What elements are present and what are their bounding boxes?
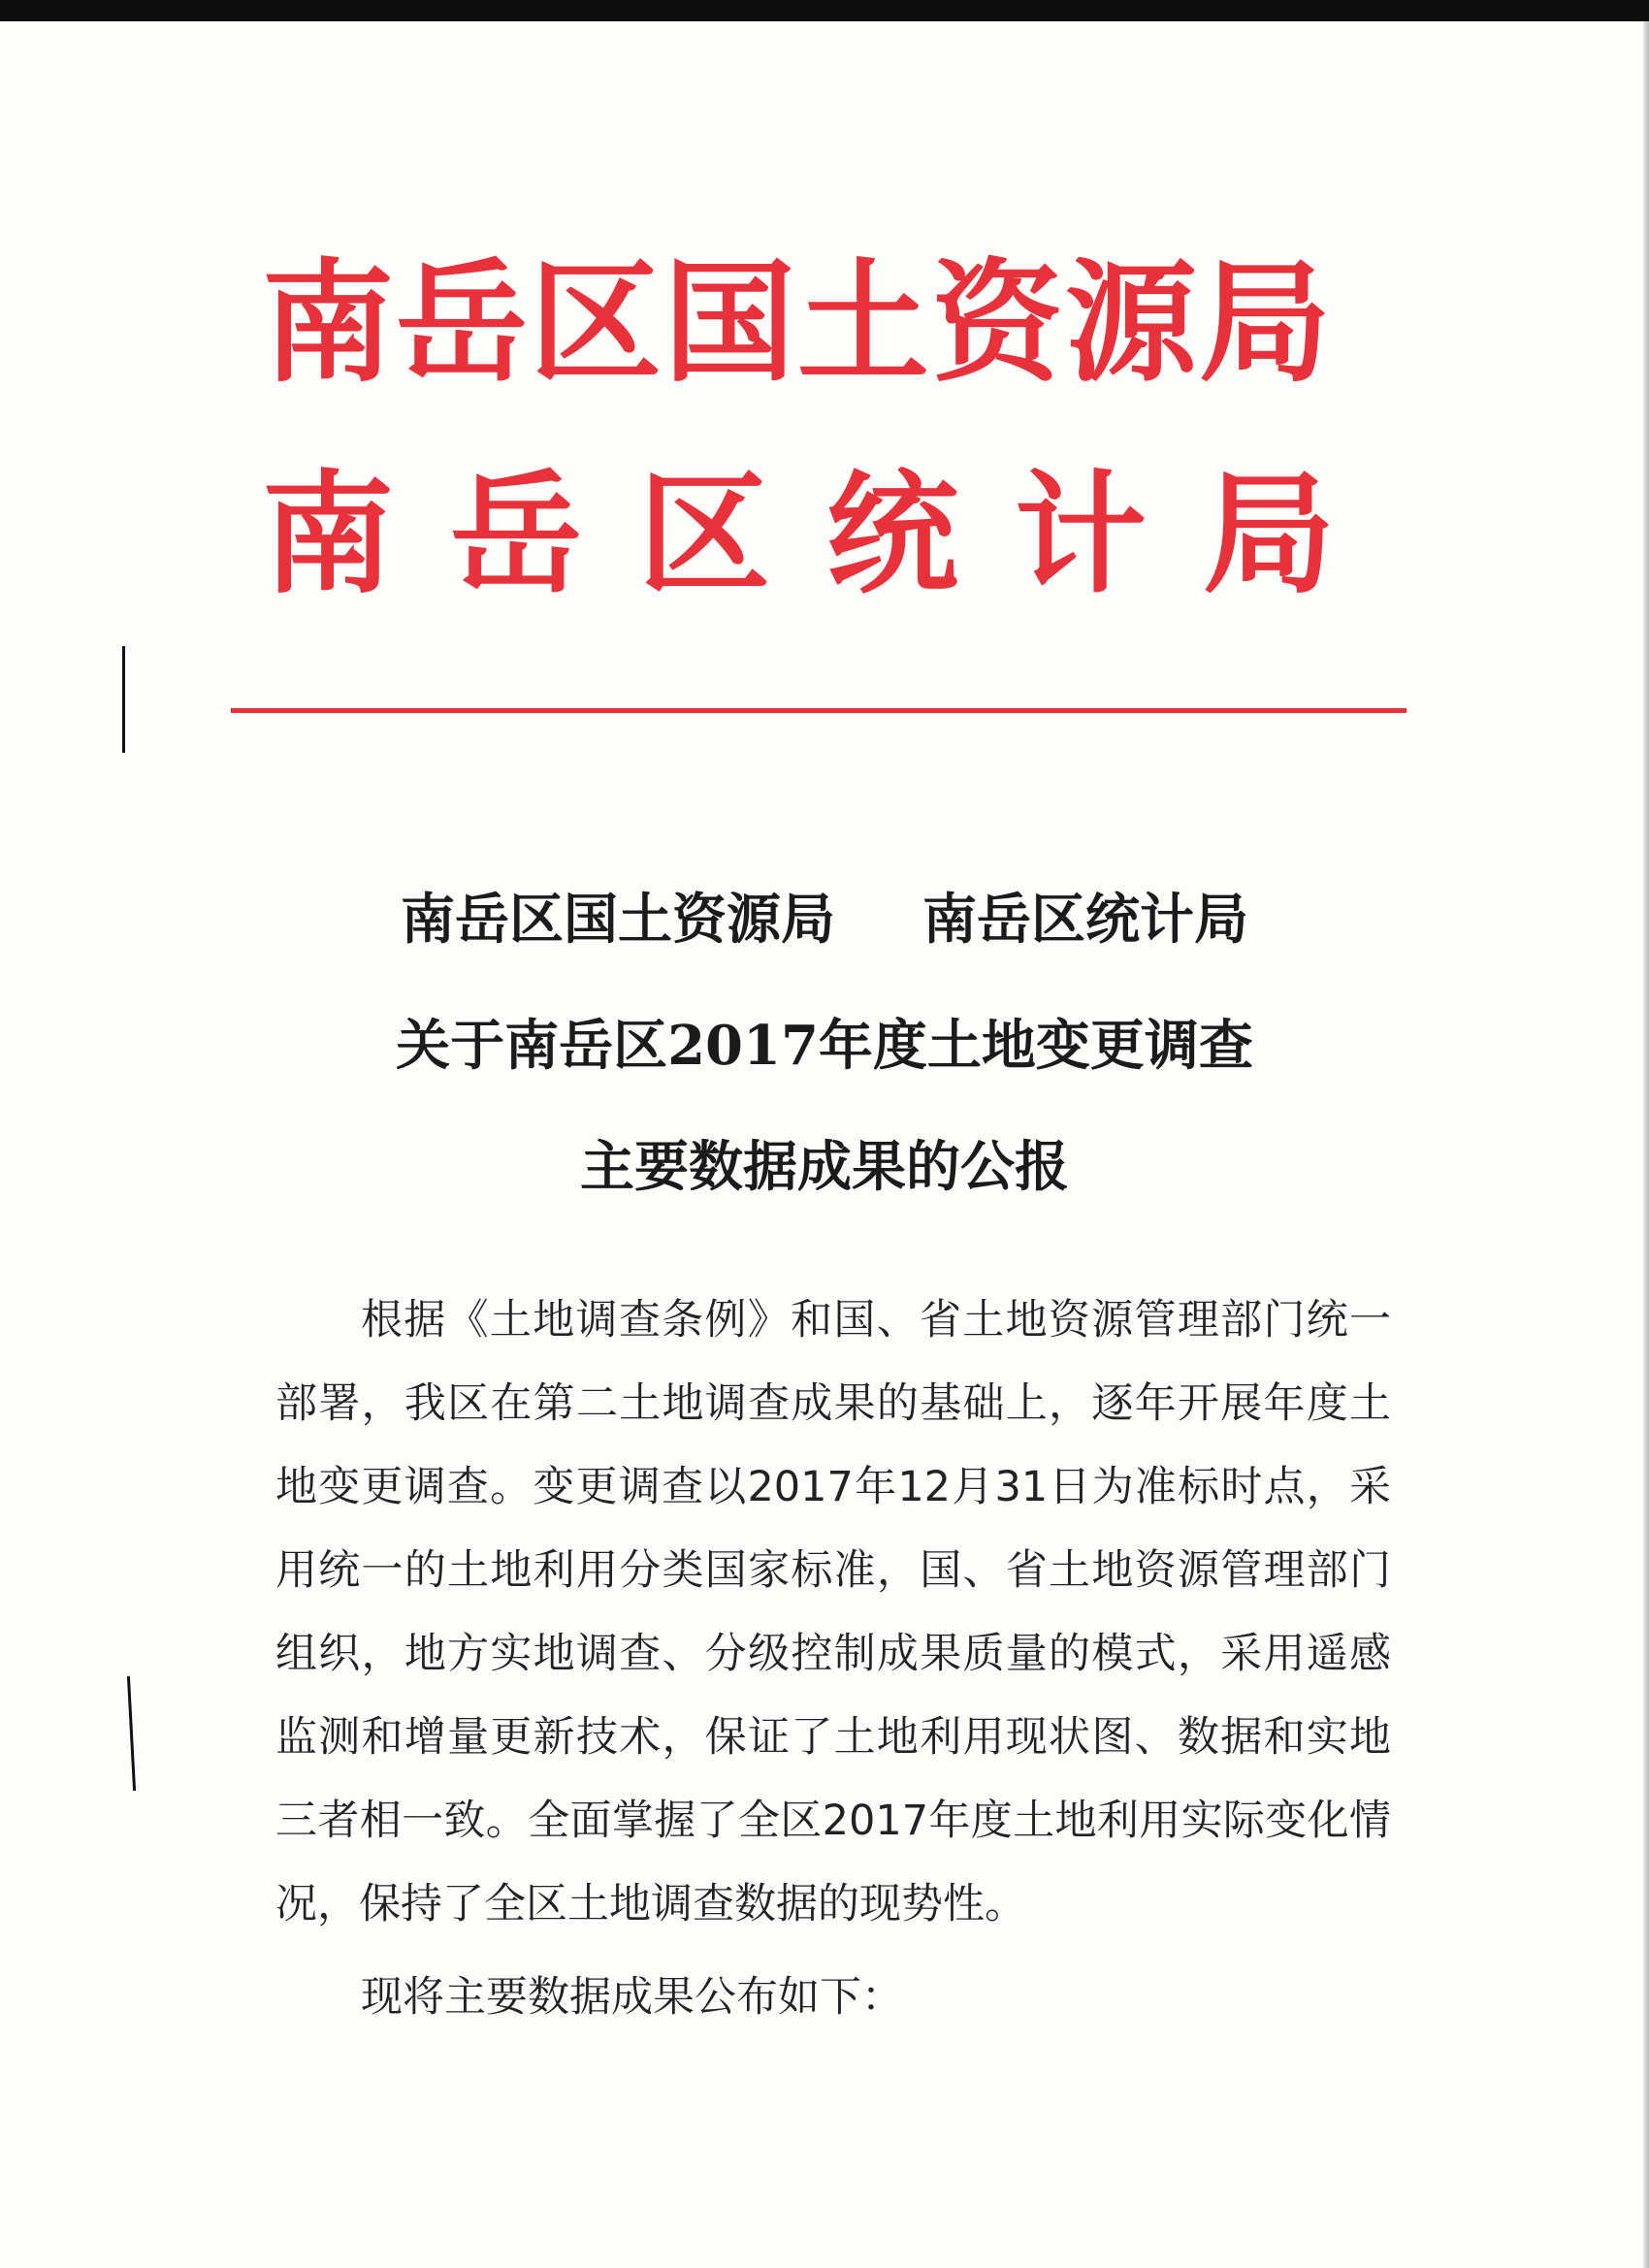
letterhead-red-rule bbox=[231, 708, 1406, 713]
binding-mark-top bbox=[122, 646, 125, 753]
document-title-line-2: 关于南岳区2017年度土地变更调查 bbox=[396, 1014, 1253, 1078]
letterhead-issuer-2: 南岳区统计局 bbox=[262, 457, 1391, 612]
body-paragraph: 根据《土地调查条例》和国、省土地资源管理部门统一部署，我区在第二土地调查成果的基础上，逐年开展年度土地变更调查。变更调查以2017年12月31日为准标时点，采用统一的土地利用分类国家标准，国、省土地资源管理部门组织，地方实地调查、分级控制成果质量的模式，采用遥感监测和增量更新技术，保证了土地利用现状图、数据和实地三者相一致。全面掌握了全区2017年度土地利用实际变化情况，保持了全区土地调查数据的现势性。 bbox=[275, 1296, 1391, 1928]
document-title-line-3: 主要数据成果的公报 bbox=[580, 1135, 1069, 1199]
scan-top-edge bbox=[0, 0, 1649, 21]
letterhead-issuer-1: 南岳区国土资源局 bbox=[262, 245, 1333, 401]
scan-right-edge bbox=[1643, 21, 1649, 2268]
closing-sentence: 现将主要数据成果公布如下： bbox=[361, 1973, 903, 2022]
title-issuer-1: 南岳区国土资源局 bbox=[401, 888, 835, 952]
document-title-line-1 bbox=[233, 886, 1416, 954]
title-issuer-2: 南岳区统计局 bbox=[922, 888, 1248, 952]
